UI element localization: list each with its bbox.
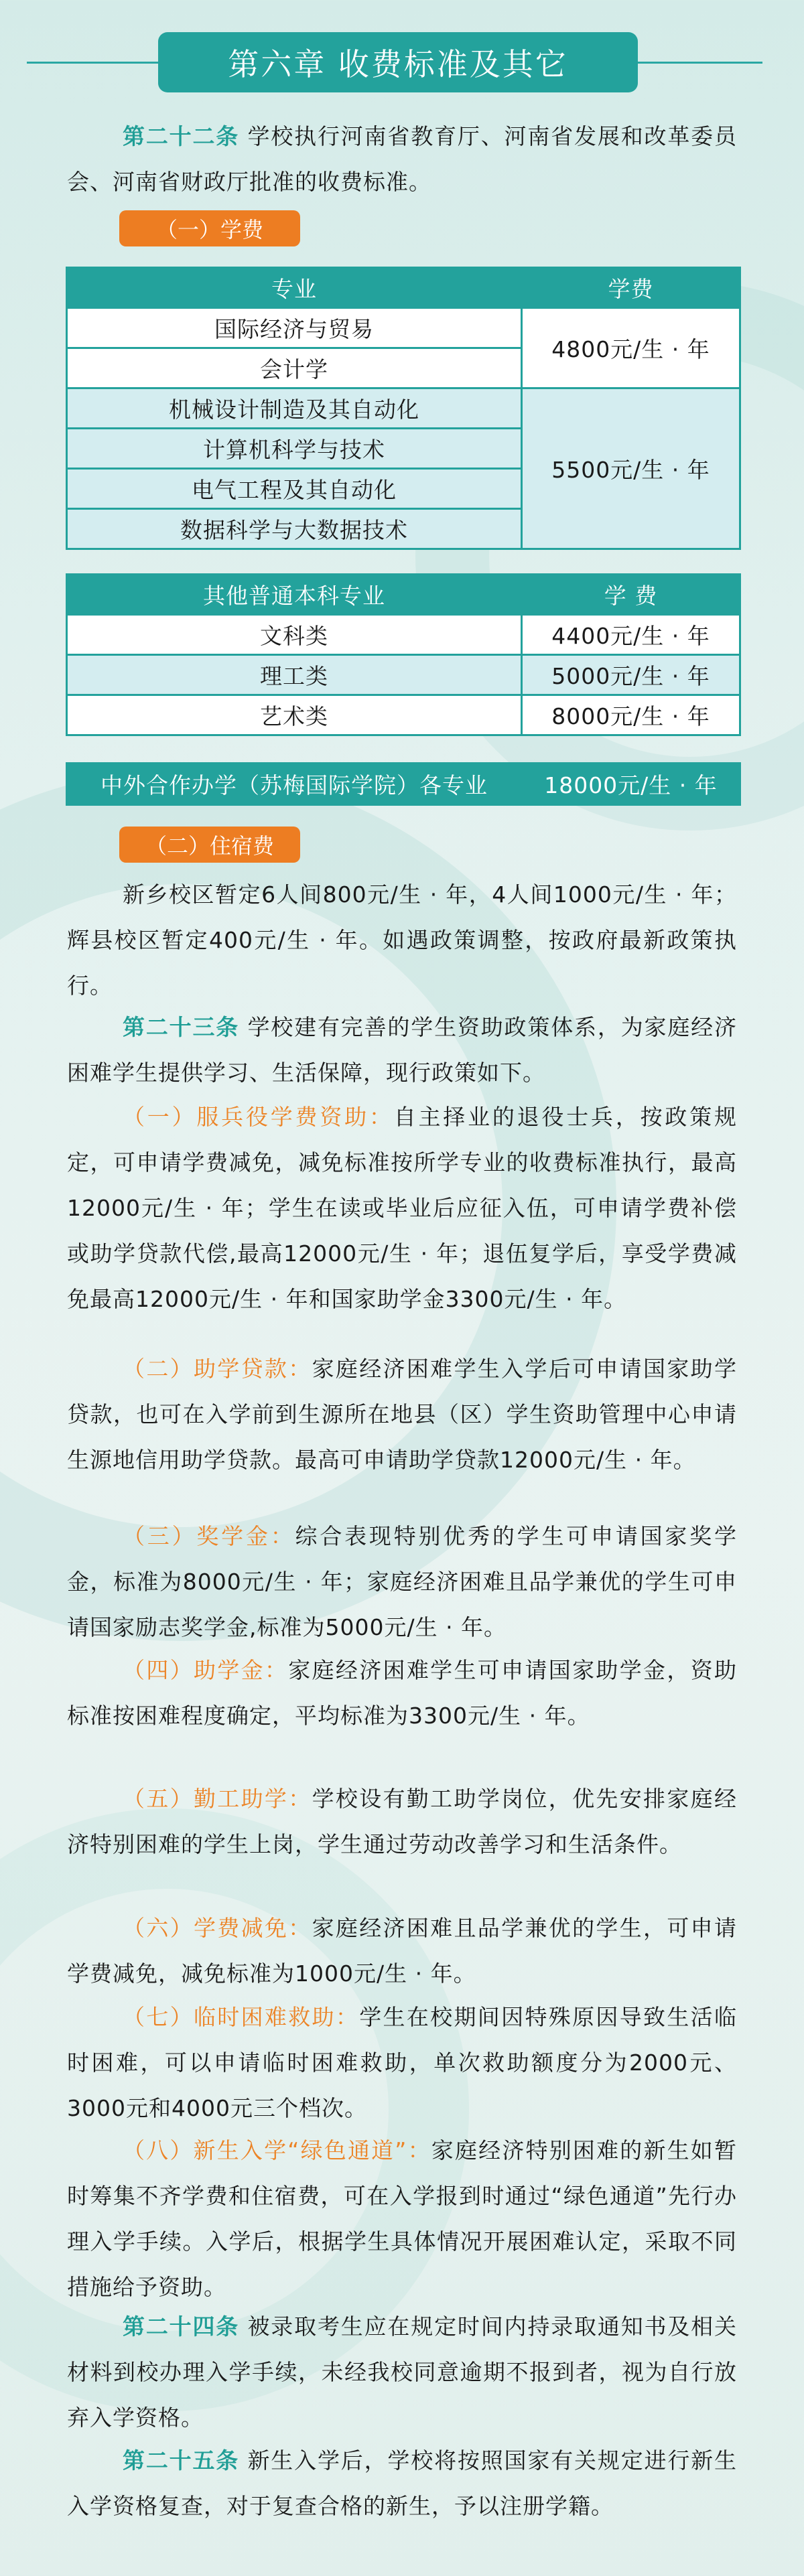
article-22 [67,114,737,205]
aid-item-loan [67,1346,737,1483]
title-line-left [27,62,161,64]
article-24-text: 被录取考生应在规定时间内持录取通知书及相关材料到校办理入学手续，未经我校同意逾期不报到者，视为自行放弃入学资格。 [67,2313,737,2431]
aid-title: （八）新生入学“绿色通道”： [123,2137,431,2163]
aid-title: （四）助学金： [123,1657,289,1683]
aid-item-emergency [67,1995,737,2131]
aid-text: 学生在校期间因特殊原因导致生活临时困难，可以申请临时困难救助，单次救助额度分为2000元、3000元和4000元三个档次。 [67,2004,738,2121]
aid-text: 家庭经济困难学生可申请国家助学金，资助标准按困难程度确定，平均标准为3300元/生 · 年。 [67,1657,738,1729]
aid-title: （七）临时困难救助： [123,2004,360,2030]
tuition-table-joint [66,762,741,806]
table2-fee: 5000元/生 · 年 [522,655,740,695]
table1-major: 机械设计制造及其自动化 [67,388,522,429]
title-line-right [635,62,762,64]
article-22-text: 学校执行河南省教育厅、河南省发展和改革委员会、河南省财政厅批准的收费标准。 [67,123,737,195]
table3-fee: 18000元/生 · 年 [522,764,740,805]
aid-text: 家庭经济困难学生入学后可申请国家助学贷款，也可在入学前到生源所在地县（区）学生资助管理中心申请生源地信用助学贷款。最高可申请助学贷款12000元/生 · 年。 [67,1356,738,1473]
aid-item-military [67,1094,737,1322]
article-23-text: 学校建有完善的学生资助政策体系，为家庭经济困难学生提供学习、生活保障，现行政策如下。 [67,1014,737,1086]
aid-text: 学校设有勤工助学岗位，优先安排家庭经济特别困难的学生上岗，学生通过劳动改善学习和生活条件。 [67,1786,738,1857]
table2-major: 艺术类 [67,695,522,735]
article-24-label: 第二十四条 [123,2313,240,2340]
table1-major: 数据科学与大数据技术 [67,509,522,549]
aid-item-work-study [67,1776,737,1867]
dorm-pill: （二）住宿费 [119,827,300,863]
aid-text: 综合表现特别优秀的学生可申请国家奖学金，标准为8000元/生 · 年；家庭经济困难且品学兼优的学生可申请国家励志奖学金,标准为5000元/生 · 年。 [67,1523,738,1640]
article-24 [67,2304,737,2441]
table2-major: 文科类 [67,615,522,655]
aid-text: 家庭经济特别困难的新生如暂时筹集不齐学费和住宿费，可在入学报到时通过“绿色通道”先行办理入学手续。入学后，根据学生具体情况开展困难认定，采取不同措施给予资助。 [67,2137,737,2300]
article-23 [67,1005,737,1096]
aid-title: （三）奖学金： [123,1523,295,1549]
table1-major: 国际经济与贸易 [67,308,522,348]
aid-title: （五）勤工助学： [123,1786,312,1812]
table1-header-fee: 学费 [522,268,740,308]
aid-text: 自主择业的退役士兵，按政策规定，可申请学费减免，减免标准按所学专业的收费标准执行，最高12000元/生 · 年；学生在读或毕业后应征入伍，可申请学费补偿或助学贷款代偿,最高12000元/生 · 年；退伍复学后，享受学费减免最高12000元/生 · 年和国家助学金3300元/生 · 年。 [67,1104,738,1312]
table2-fee: 8000元/生 · 年 [522,695,740,735]
table1-header-major: 专业 [67,268,522,308]
table2-header-fee: 学 费 [522,575,740,615]
table1-major: 电气工程及其自动化 [67,469,522,509]
aid-title: （一）服兵役学费资助： [123,1104,394,1130]
tuition-table-main [66,267,741,550]
tuition-pill: （一）学费 [119,210,300,246]
dorm-text: 新乡校区暂定6人间800元/生 · 年，4人间1000元/生 · 年；辉县校区暂定400元/生 · 年。如遇政策调整，按政府最新政策执行。 [67,881,737,999]
aid-title: （六）学费减免： [123,1915,312,1941]
article-25 [67,2438,737,2529]
table1-fee-a: 4800元/生 · 年 [522,308,740,388]
table2-fee: 4400元/生 · 年 [522,615,740,655]
table1-major: 计算机科学与技术 [67,429,522,469]
aid-text: 家庭经济困难且品学兼优的学生，可申请学费减免，减免标准为1000元/生 · 年。 [67,1915,738,1987]
aid-title: （二）助学贷款： [123,1356,312,1382]
aid-item-grant [67,1648,737,1739]
tuition-table-other [66,573,741,736]
table3-major: 中外合作办学（苏梅国际学院）各专业 [67,764,522,805]
article-25-text: 新生入学后，学校将按照国家有关规定进行新生入学资格复查，对于复查合格的新生，予以注册学籍。 [67,2447,737,2519]
chapter-title: 第六章 收费标准及其它 [158,32,638,92]
article-23-label: 第二十三条 [123,1014,240,1040]
article-22-label: 第二十二条 [123,123,240,149]
table2-major: 理工类 [67,655,522,695]
article-25-label: 第二十五条 [123,2447,240,2474]
table1-major: 会计学 [67,348,522,388]
aid-item-fee-reduction [67,1906,737,1997]
aid-item-green-channel [67,2128,737,2310]
aid-item-scholarship [67,1514,737,1650]
table1-fee-b: 5500元/生 · 年 [522,388,740,549]
table2-header-major: 其他普通本科专业 [67,575,522,615]
